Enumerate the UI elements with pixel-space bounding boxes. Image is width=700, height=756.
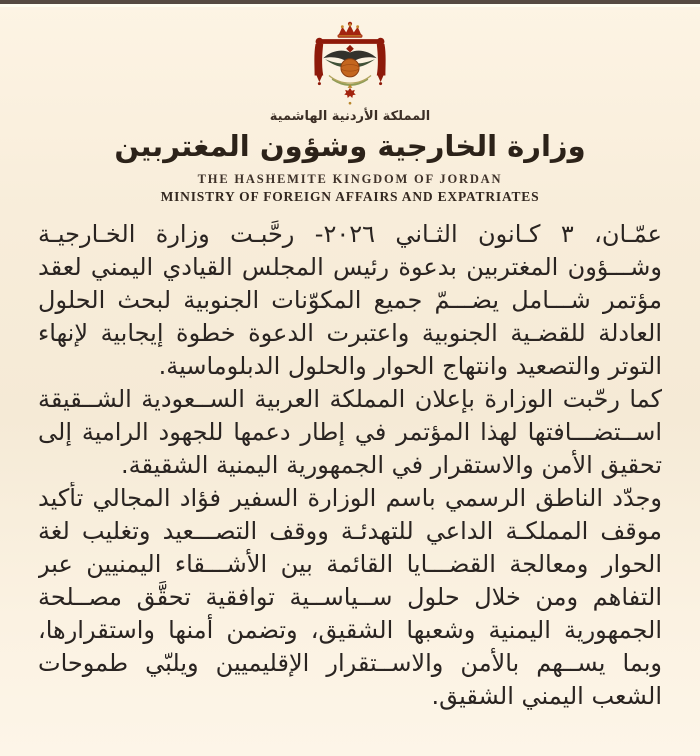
statement-line: الجمهورية اليمنية وشعبها الشقيق، وتضمن أمنها واستقرارها، [38,616,662,644]
statement-line: العادلة للقضـية الجنوبية واعتبرت الدعوة خطوة إيجابية لإنهاء [38,319,662,347]
letterhead [0,20,700,205]
statement-line: وجدّد الناطق الرسمي باسم الوزارة السفير فؤاد المجالي تأكيد [38,484,662,512]
ministry-name-calligraphy: وزارة الخارجية وشؤون المغتربين [114,129,586,163]
statement-line: التوتر والتصعيد وانتهاج الحوار والحلول الدبلوماسية. [158,352,662,380]
statement-line: عمّـان، ٣ كـانون الثـاني ٢٠٢٦- رحَّبـت وزارة الخـارجيـة [38,220,662,248]
statement-line: كما رحّبت الوزارة بإعلان المملكة العربية الســعودية الشــقيقة [38,385,662,413]
kingdom-name-english: THE HASHEMITE KINGDOM OF JORDAN [197,172,503,186]
statement-line: موقف المملكـة الداعي للتهدئـة ووقف التصـــعيد وتغليب لغة [38,517,662,545]
statement-line: الشعب اليمني الشقيق. [431,682,662,710]
jordan-coat-of-arms-icon [298,20,402,108]
statement-line: مؤتمر شـــامل يضـــمّ جميع المكوّنات الجنوبية لبحث الحلول [38,286,662,314]
kingdom-name-arabic: المملكة الأردنية الهاشمية [269,109,431,124]
statement-line: وشـــؤون المغتربين بدعوة رئيس المجلس القيادي اليمني لعقد [38,253,662,281]
statement-line: التفاهم ومن خلال حلول ســياســية توافقية تحقَّق مصــلحة [38,583,662,611]
statement-line: تحقيق الأمن والاستقرار في الجمهورية اليمنية الشقيقة. [120,451,662,479]
statement-line: اســتضـــافتها لهذا المؤتمر في إطار دعمها للجهود الرامية إلى [38,418,662,446]
statement-line: وبما يســهم بالأمن والاســتقرار الإقليميين ويلبّي طموحات [38,649,662,677]
statement-line: الحوار ومعالجة القضـــايا القائمة بين الأشـــقاء اليمنيين عبر [38,550,662,578]
ministry-name-english: MINISTRY OF FOREIGN AFFAIRS AND EXPATRIATES [160,189,540,204]
top-border-highlight [0,4,700,7]
statement-body [0,218,700,713]
